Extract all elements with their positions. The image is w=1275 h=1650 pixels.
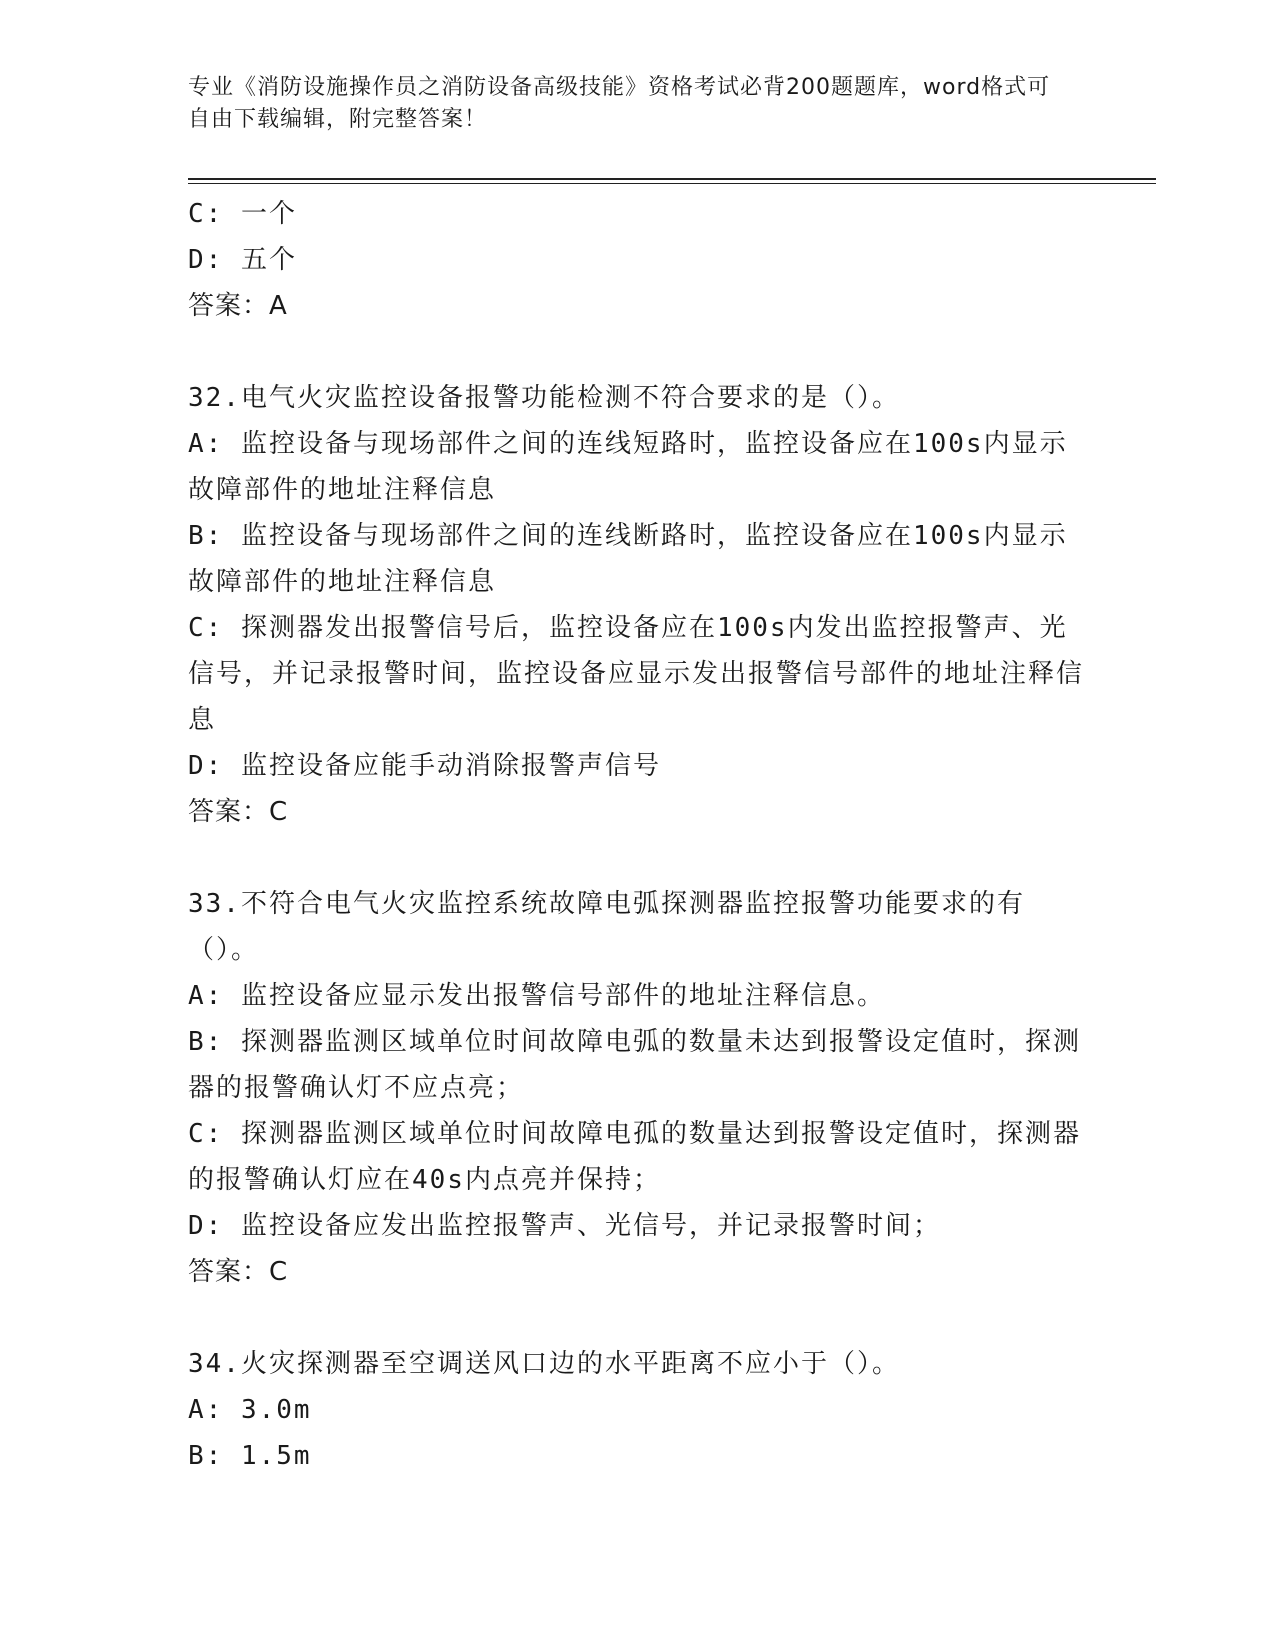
option-a: A: 监控设备与现场部件之间的连线短路时，监控设备应在100s内显示故障部件的地址注释信息 [188, 429, 1068, 505]
option-d: D: 监控设备应能手动消除报警声信号 [188, 751, 661, 781]
question-text: 33.不符合电气火灾监控系统故障电弧探测器监控报警功能要求的有（）。 [188, 889, 1025, 965]
option-a: A: 3.0m [188, 1395, 312, 1425]
question-block-32 [188, 375, 1088, 835]
question-text: 32.电气火灾监控设备报警功能检测不符合要求的是（）。 [188, 383, 900, 413]
spacer [188, 1295, 1088, 1341]
option-b: B: 探测器监测区域单位时间故障电弧的数量未达到报警设定值时，探测器的报警确认灯不应点亮； [188, 1027, 1081, 1103]
question-block-31 [188, 191, 1088, 329]
question-list [188, 191, 1088, 1479]
option-a: A: 监控设备应显示发出报警信号部件的地址注释信息。 [188, 981, 885, 1011]
question-block-34 [188, 1341, 1088, 1479]
option-c: C: 一个 [188, 199, 297, 229]
header-rule-thin [188, 183, 1156, 184]
option-c: C: 探测器发出报警信号后，监控设备应在100s内发出监控报警声、光信号，并记录报警时间，监控设备应显示发出报警信号部件的地址注释信息 [188, 613, 1085, 735]
answer: 答案：A [188, 291, 288, 321]
header-rule-thick [188, 178, 1156, 180]
spacer [188, 329, 1088, 375]
page-header: 专业《消防设施操作员之消防设备高级技能》资格考试必背200题题库，word格式可自由下载编辑，附完整答案！ [188, 75, 1051, 132]
option-b: B: 1.5m [188, 1441, 312, 1471]
answer: 答案：C [188, 1257, 289, 1287]
answer: 答案：C [188, 797, 289, 827]
option-d: D: 监控设备应发出监控报警声、光信号，并记录报警时间； [188, 1211, 941, 1241]
option-c: C: 探测器监测区域单位时间故障电孤的数量达到报警设定值时，探测器的报警确认灯应在40s内点亮并保持； [188, 1119, 1081, 1195]
question-block-33 [188, 881, 1088, 1295]
option-d: D: 五个 [188, 245, 297, 275]
spacer [188, 835, 1088, 881]
question-text: 34.火灾探测器至空调送风口边的水平距离不应小于（）。 [188, 1349, 900, 1379]
option-b: B: 监控设备与现场部件之间的连线断路时，监控设备应在100s内显示故障部件的地址注释信息 [188, 521, 1068, 597]
